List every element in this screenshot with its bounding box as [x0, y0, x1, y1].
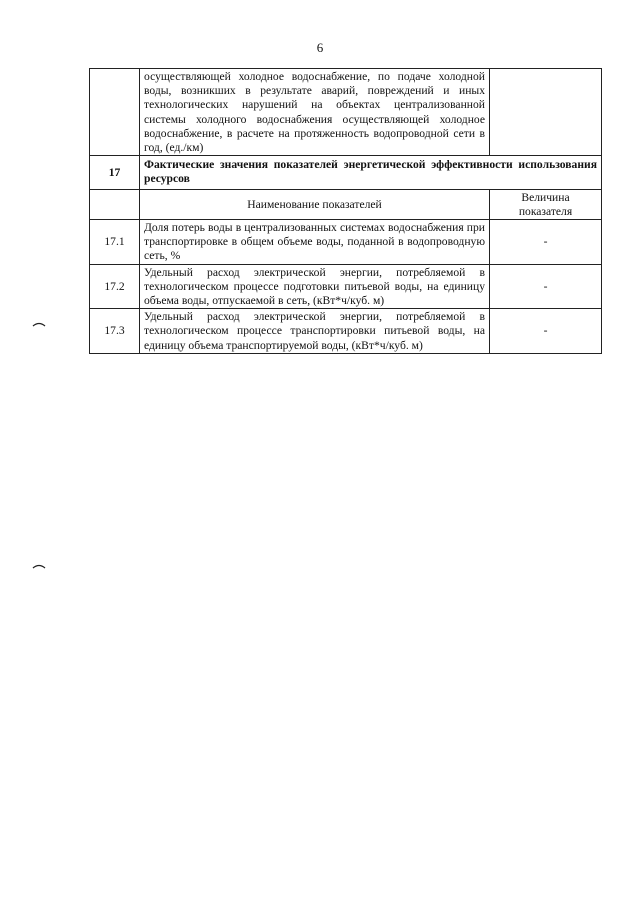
continuation-value-cell [490, 69, 602, 156]
binding-hole-mark-top [32, 322, 46, 327]
row-name: Удельный расход электрической энергии, потребляемой в технологическом процессе подготовки питьевой воды, на единицу объема воды, отпускаемой в сеть, (кВт*ч/куб. м) [140, 264, 490, 309]
row-number: 17.1 [90, 220, 140, 265]
table-row [90, 264, 602, 309]
section-number: 17 [90, 156, 140, 189]
continuation-number-cell [90, 69, 140, 156]
row-value: - [490, 309, 602, 354]
section-title: Фактические значения показателей энергетической эффективности использования ресурсов [140, 156, 602, 189]
header-value: Величина показателя [490, 189, 602, 219]
table-row [90, 309, 602, 354]
header-number-cell [90, 189, 140, 219]
indicators-table [89, 68, 602, 354]
section-row [90, 156, 602, 189]
page-number: 6 [316, 40, 324, 55]
continuation-text: осуществляющей холодное водоснабжение, по подаче холодной воды, возникших в результате аварий, повреждений и иных технологических нарушений на объектах централизованной системы холодного водоснабжения осуществляющей холодное водоснабжение, в расчете на протяженность водопроводной сети в год, (ед./км) [140, 69, 490, 156]
row-name: Доля потерь воды в централизованных системах водоснабжения при транспортировке в общем объеме воды, поданной в водопроводную сеть, % [140, 220, 490, 265]
table-row-continuation [90, 69, 602, 156]
row-number: 17.2 [90, 264, 140, 309]
row-value: - [490, 264, 602, 309]
binding-hole-mark-bottom [32, 564, 46, 569]
header-name: Наименование показателей [140, 189, 490, 219]
row-name: Удельный расход электрической энергии, потребляемой в технологическом процессе транспортировки питьевой воды, на единицу объема транспортируемой воды, (кВт*ч/куб. м) [140, 309, 490, 354]
row-number: 17.3 [90, 309, 140, 354]
row-value: - [490, 220, 602, 265]
table-header-row [90, 189, 602, 219]
table-row [90, 220, 602, 265]
